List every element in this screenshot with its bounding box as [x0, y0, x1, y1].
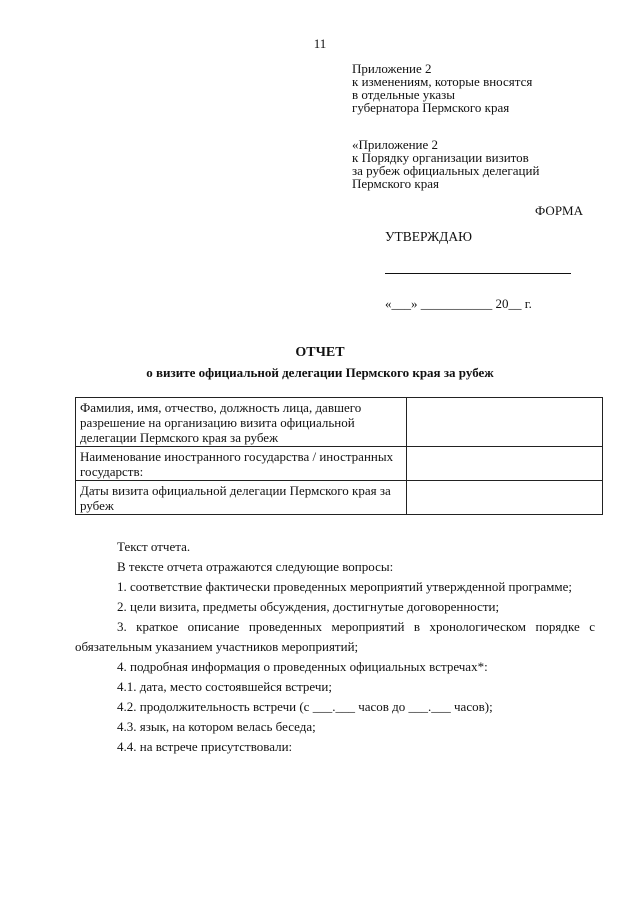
date-line: «___» ___________ 20__ г.: [385, 296, 532, 311]
table-row: [76, 398, 603, 447]
paragraph: 4.4. на встрече присутствовали:: [117, 739, 293, 754]
appendix-header-block: [352, 62, 532, 114]
document-subtitle: о визите официальной делегации Пермского края за рубеж: [146, 365, 494, 380]
signature-line: [385, 273, 571, 274]
paragraph: 4.3. язык, на котором велась беседа;: [117, 719, 316, 734]
paragraph: 4. подробная информация о проведенных официальных встречах*:: [117, 659, 488, 674]
appendix-line: Пермского края: [352, 176, 439, 191]
paragraph: 1. соответствие фактически проведенных мероприятий утвержденной программе;: [117, 579, 572, 594]
delegation-info-table: [75, 397, 603, 515]
appendix-line: Приложение 2: [352, 61, 432, 76]
table-cell-value: [407, 481, 603, 515]
approve-label: УТВЕРЖДАЮ: [385, 229, 473, 244]
appendix-line: губернатора Пермского края: [352, 100, 510, 115]
appendix-line: за рубеж официальных делегаций: [352, 163, 540, 178]
paragraph: В тексте отчета отражаются следующие вопросы:: [117, 559, 394, 574]
table-row: [76, 481, 603, 515]
table-cell-label: Даты визита официальной делегации Пермского края за рубеж: [76, 481, 407, 515]
appendix-line: «Приложение 2: [352, 137, 439, 152]
table-cell-value: [407, 447, 603, 481]
table-row: [76, 447, 603, 481]
order-appendix-block: [352, 138, 539, 190]
paragraph: 2. цели визита, предметы обсуждения, достигнутые договоренности;: [117, 599, 500, 614]
page-number: 11: [313, 36, 327, 51]
document-title: ОТЧЕТ: [295, 345, 345, 360]
table-cell-label: Наименование иностранного государства / иностранных государств:: [76, 447, 407, 481]
table-cell-label: Фамилия, имя, отчество, должность лица, давшего разрешение на организацию визита официальной делегации Пермского края за рубеж: [76, 398, 407, 447]
paragraph: 4.1. дата, место состоявшейся встречи;: [117, 679, 332, 694]
table-cell-value: [407, 398, 603, 447]
paragraph: Текст отчета.: [117, 539, 191, 554]
appendix-line: в отдельные указы: [352, 87, 455, 102]
paragraph: 4.2. продолжительность встречи (с ___.___ часов до ___.___ часов);: [117, 699, 493, 714]
report-body: [75, 537, 595, 757]
paragraph: 3. краткое описание проведенных мероприятий в хронологическом порядке с обязательным указанием участников мероприятий;: [75, 619, 595, 654]
appendix-line: к изменениям, которые вносятся: [352, 74, 533, 89]
appendix-line: к Порядку организации визитов: [352, 150, 529, 165]
form-label: ФОРМА: [535, 203, 583, 218]
